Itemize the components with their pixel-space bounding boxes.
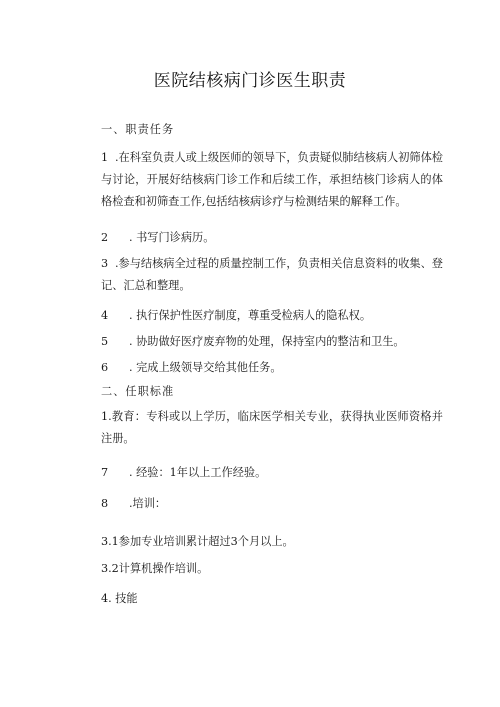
duty-item-3-text: .参与结核病全过程的质量控制工作，负责相关信息资料的收集、登记、汇总和整理。 xyxy=(101,257,443,292)
duty-item-5-text: . 协助做好医疗废弃物的处理，保持室内的整洁和卫生。 xyxy=(129,335,405,348)
page-title: 医院结核病门诊医生职责 xyxy=(153,71,347,91)
standard-item-experience-text: . 经验：1年以上工作经验。 xyxy=(129,466,267,479)
duty-item-5-number: 5 xyxy=(101,335,109,348)
duty-item-3 xyxy=(101,253,443,297)
section-heading-qualifications: 二、任职标准 xyxy=(101,385,175,398)
duty-item-1 xyxy=(101,147,443,213)
standard-item-experience-number: 7 xyxy=(101,466,109,479)
standard-item-skills: 4. 技能 xyxy=(101,592,138,605)
standard-item-training-number: 8 xyxy=(101,497,109,510)
duty-item-4-text: . 执行保护性医疗制度，尊重受检病人的隐私权。 xyxy=(129,309,372,322)
standard-item-1-number: 1. xyxy=(101,410,112,423)
duty-item-6-number: 6 xyxy=(101,361,109,374)
training-item-2: 3.2计算机操作培训。 xyxy=(101,562,209,575)
duty-item-1-number: 1 xyxy=(101,151,109,164)
duty-item-3-number: 3 xyxy=(101,257,109,270)
standard-item-training xyxy=(101,497,166,511)
standard-item-1 xyxy=(101,406,443,450)
training-item-1: 3.1参加专业培训累计超过3个月以上。 xyxy=(101,535,294,548)
standard-item-training-text: .培训： xyxy=(129,497,167,510)
duty-item-4 xyxy=(101,309,371,323)
duty-item-6-text: . 完成上级领导交给其他任务。 xyxy=(129,361,282,374)
standard-item-experience xyxy=(101,466,266,480)
duty-item-1-text: .在科室负责人或上级医师的领导下，负责疑似肺结核病人初筛体检与讨论，开展好结核病门诊工作和后续工作，承担结核门诊病人的体格检查和初筛查工作,包括结核病诊疗与检测结果的解释工作。 xyxy=(101,151,443,208)
duty-item-5 xyxy=(101,335,405,349)
section-heading-duties: 一、职责任务 xyxy=(101,123,175,136)
duty-item-6 xyxy=(101,361,282,375)
duty-item-4-number: 4 xyxy=(101,309,109,322)
duty-item-2-text: . 书写门诊病历。 xyxy=(129,231,215,244)
duty-item-2 xyxy=(101,231,214,245)
duty-item-2-number: 2 xyxy=(101,231,109,244)
standard-item-1-text: 教育：专科或以上学历，临床医学相关专业，获得执业医师资格并注册。 xyxy=(101,410,443,445)
